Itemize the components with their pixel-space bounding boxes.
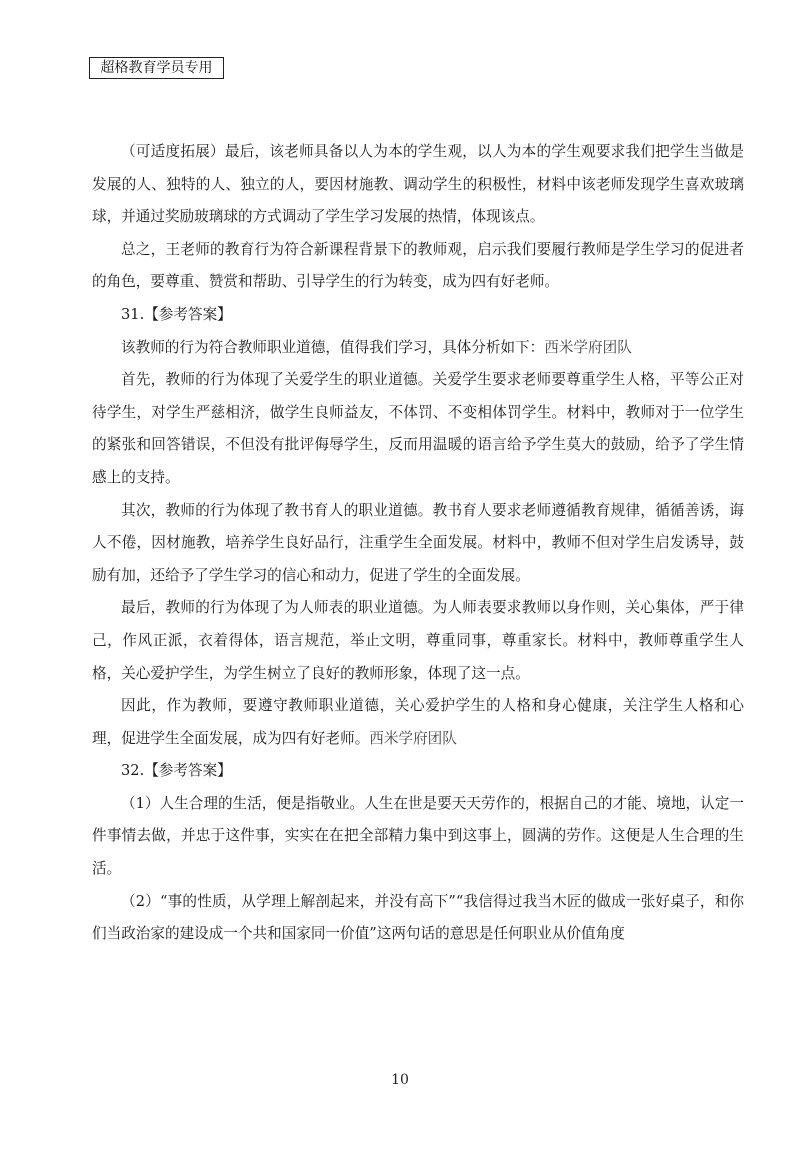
- paragraph: [92, 332, 744, 365]
- paragraph: （2）“事的性质，从学理上解剖起来，并没有高下”“我信得过我当木匠的做成一张好桌子，和你们当政治家的建设成一个共和国家同一价值”这两句话的意思是任何职业从价值角度: [92, 892, 744, 943]
- paragraph-text: 因此，作为教师，要遵守教师职业道德，关心爱护学生的人格和身心健康，关注学生人格和心理，促进学生全面发展，成为四有好老师。: [92, 697, 744, 747]
- answer-heading: 31.【参考答案】: [121, 305, 232, 323]
- paragraph: （可适度拓展）最后，该老师具备以人为本的学生观，以人为本的学生观要求我们把学生当做是发展的人、独特的人、独立的人，要因材施教、调动学生的积极性，材料中该老师发现学生喜欢玻璃球，并通过奖励玻璃球的方式调动了学生学习发展的热情，体现该点。: [92, 143, 744, 226]
- paragraph: 首先，教师的行为体现了关爱学生的职业道德。关爱学生要求老师要尊重学生人格，平等公正对待学生，对学生严慈相济，做学生良师益友，不体罚、不变相体罚学生。材料中，教师对于一位学生的紧张和回答错误，不但没有批评侮辱学生，反而用温暖的语言给予学生莫大的鼓励，给予了学生情感上的支持。: [92, 371, 744, 486]
- header-label: 超格教育学员专用: [89, 57, 224, 79]
- watermark-text: 西米学府团队: [544, 338, 632, 356]
- paragraph-text: 该教师的行为符合教师职业道德，值得我们学习，具体分析如下：: [121, 338, 545, 356]
- paragraph: [92, 690, 744, 755]
- paragraph: 总之，王老师的教育行为符合新课程背景下的教师观，启示我们要履行教师是学生学习的促进者的角色，要尊重、赞赏和帮助、引导学生的行为转变，成为四有好老师。: [92, 240, 744, 291]
- answer-heading: 32.【参考答案】: [121, 762, 232, 780]
- page-number: 10: [391, 1072, 409, 1088]
- paragraph: 其次，教师的行为体现了教书育人的职业道德。教书育人要求老师遵循教育规律，循循善诱，诲人不倦，因材施教，培养学生良好品行，注重学生全面发展。材料中，教师不但对学生启发诱导，鼓励有加，还给予了学生学习的信心和动力，促进了学生的全面发展。: [92, 501, 744, 584]
- watermark-text: 西米学府团队: [369, 729, 457, 747]
- paragraph: 最后，教师的行为体现了为人师表的职业道德。为人师表要求教师以身作则，关心集体，严于律己，作风正派，衣着得体，语言规范，举止文明，尊重同事，尊重家长。材料中，教师尊重学生人格，关心爱护学生，为学生树立了良好的教师形象，体现了这一点。: [92, 599, 744, 682]
- paragraph: （1）人生合理的生活，便是指敬业。人生在世是要天天劳作的，根据自己的才能、境地，认定一件事情去做，并忠于这件事，实实在在把全部精力集中到这事上，圆满的劳作。这便是人生合理的生活。: [92, 794, 744, 878]
- document-body: [92, 136, 744, 951]
